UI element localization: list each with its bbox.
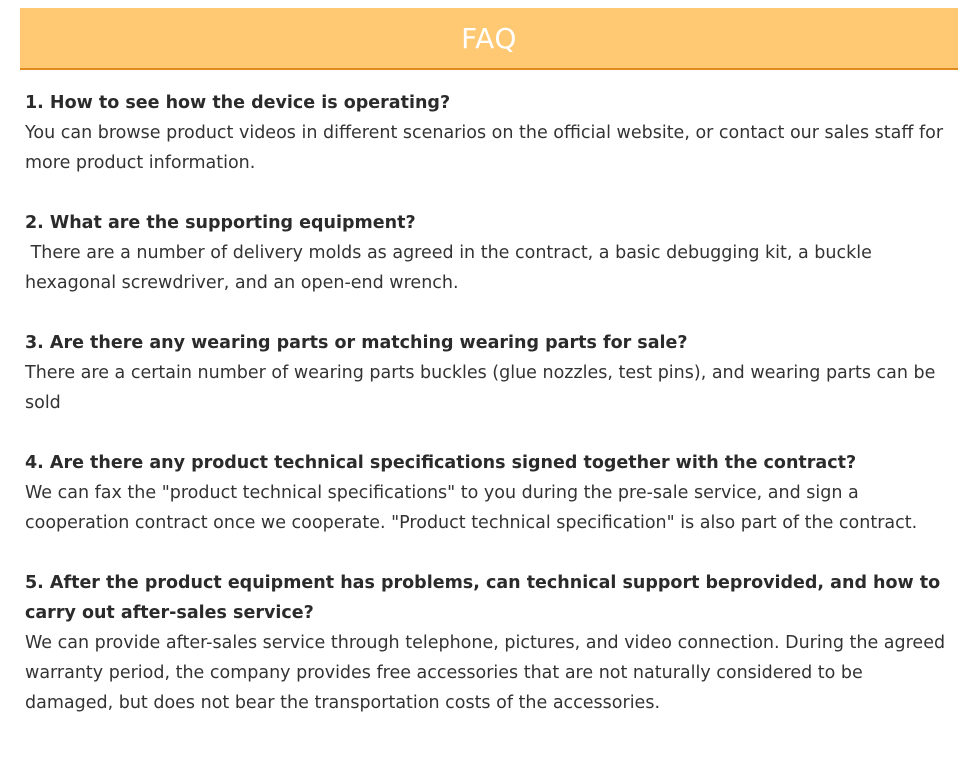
faq-question: 2. What are the supporting equipment? — [25, 213, 416, 233]
faq-item-4 — [25, 448, 955, 538]
faq-answer: There are a certain number of wearing parts buckles (glue nozzles, test pins), and wearing parts can be sold — [25, 363, 941, 413]
page-title: FAQ — [461, 21, 517, 55]
faq-item-1 — [25, 88, 955, 178]
faq-answer: You can browse product videos in different scenarios on the official website, or contact our sales staff for more product information. — [25, 123, 949, 173]
faq-question: 1. How to see how the device is operating? — [25, 93, 451, 113]
faq-item-5 — [25, 568, 955, 718]
faq-question: 4. Are there any product technical specifications signed together with the contract? — [25, 453, 857, 473]
faq-answer: There are a number of delivery molds as agreed in the contract, a basic debugging kit, a buckle hexagonal screwdriver, and an open-end wrench. — [25, 243, 878, 293]
faq-question: 5. After the product equipment has problems, can technical support beprovided, and how to carry out after-sales service? — [25, 573, 941, 623]
faq-item-2 — [25, 208, 955, 298]
faq-item-3 — [25, 328, 955, 418]
faq-header — [20, 8, 958, 70]
faq-question: 3. Are there any wearing parts or matching wearing parts for sale? — [25, 333, 688, 353]
faq-answer: We can provide after-sales service through telephone, pictures, and video connection. During the agreed warranty period, the company provides free accessories that are not naturally considered to be damaged, but does not bear the transportation costs of the accessories. — [25, 633, 951, 713]
faq-list — [25, 88, 955, 748]
faq-answer: We can fax the "product technical specifications" to you during the pre-sale service, and sign a cooperation contract once we cooperate. "Product technical specification" is also part of the contract. — [25, 483, 918, 533]
